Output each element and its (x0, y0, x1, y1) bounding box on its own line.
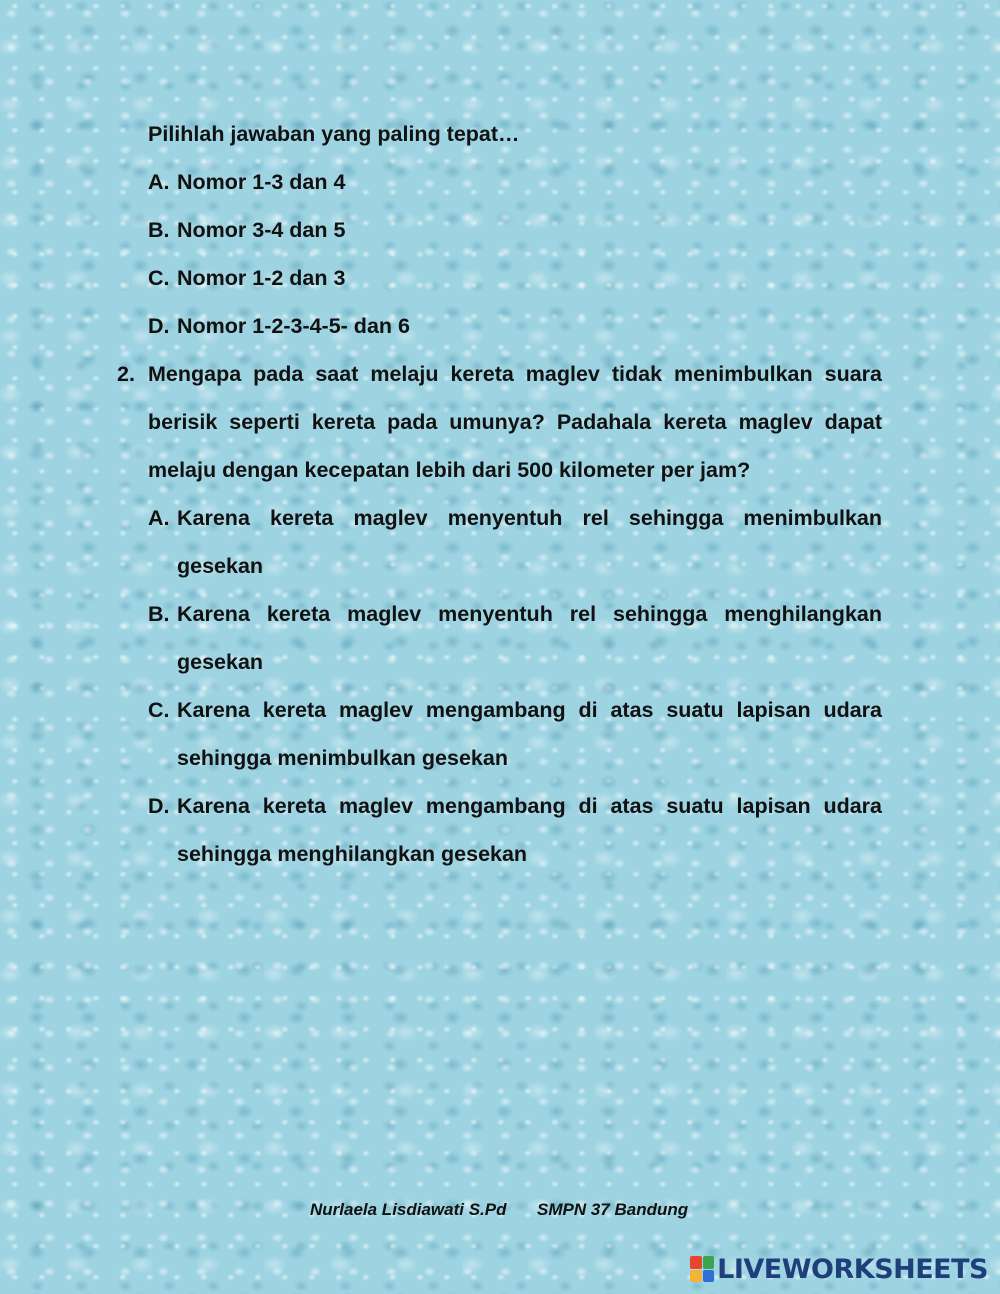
question-2-line-2: berisik seperti kereta pada umunya? Padahala kereta maglev dapat (148, 410, 882, 434)
logo-block-3 (690, 1270, 702, 1283)
q1-option-c-label: C. (148, 266, 170, 290)
logo-block-4 (703, 1270, 715, 1283)
question-2-line-1: Mengapa pada saat melaju kereta maglev tidak menimbulkan suara (148, 362, 882, 386)
liveworksheets-logo[interactable] (690, 1252, 988, 1286)
q2-option-b-label: B. (148, 602, 170, 626)
q2-option-a-line-2: gesekan (177, 554, 264, 578)
q2-option-a-label: A. (148, 506, 170, 530)
footer-school: SMPN 37 Bandung (537, 1200, 689, 1219)
q2-option-b-line-1: Karena kereta maglev menyentuh rel sehingga menghilangkan (177, 602, 882, 626)
logo-block-2 (703, 1256, 715, 1269)
q1-option-c-text: Nomor 1-2 dan 3 (177, 266, 346, 290)
q1-option-d-label: D. (148, 314, 170, 338)
q2-option-c-line-1: Karena kereta maglev mengambang di atas suatu lapisan udara (177, 698, 882, 722)
question-2-line-3: melaju dengan kecepatan lebih dari 500 kilometer per jam? (148, 458, 751, 482)
instruction-text: Pilihlah jawaban yang paling tepat… (148, 122, 520, 146)
q1-option-a-label: A. (148, 170, 170, 194)
q1-option-b-text: Nomor 3-4 dan 5 (177, 218, 346, 242)
liveworksheets-logo-text: LIVEWORKSHEETS (717, 1253, 988, 1285)
q1-option-d-text: Nomor 1-2-3-4-5- dan 6 (177, 314, 410, 338)
q1-option-b-label: B. (148, 218, 170, 242)
question-2-number: 2. (117, 362, 135, 386)
logo-block-1 (690, 1256, 702, 1269)
q2-option-d-line-2: sehingga menghilangkan gesekan (177, 842, 528, 866)
footer-author: Nurlaela Lisdiawati S.Pd (310, 1200, 507, 1219)
liveworksheets-logo-icon (690, 1256, 714, 1282)
q2-option-b-line-2: gesekan (177, 650, 264, 674)
q2-option-d-label: D. (148, 794, 170, 818)
q2-option-c-label: C. (148, 698, 170, 722)
q2-option-c-line-2: sehingga menimbulkan gesekan (177, 746, 508, 770)
q2-option-d-line-1: Karena kereta maglev mengambang di atas suatu lapisan udara (177, 794, 882, 818)
q1-option-a-text: Nomor 1-3 dan 4 (177, 170, 346, 194)
q2-option-a-line-1: Karena kereta maglev menyentuh rel sehingga menimbulkan (177, 506, 882, 530)
